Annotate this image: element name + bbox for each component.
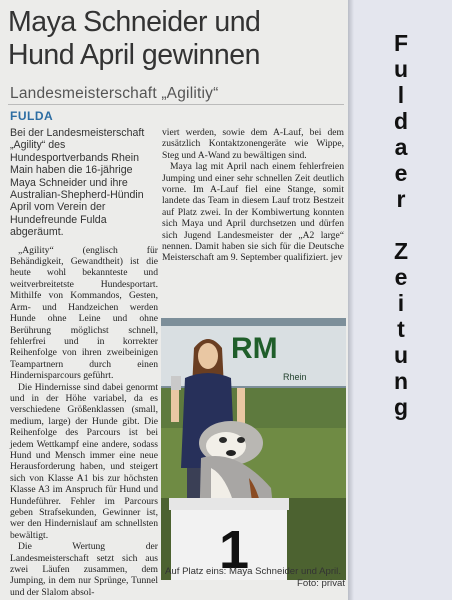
side-gap [384,212,418,238]
side-letter: l [397,82,405,108]
right-column [162,127,344,264]
divider [8,104,344,105]
intro-paragraph: Bei der Landesmeisterschaft „Agility“ des Hundesportverbands Rhein Main haben die 16-jährige Maya Schneider und ihre Australian-Shepherd-Hündin April vom Verein der Hundefreunde Fulda abgeräumt. [10,127,145,239]
caption-text: Auf Platz eins: Maya Schneider und April. [165,566,341,577]
headline [8,6,344,72]
side-letter: t [397,316,405,342]
subheadline: Landesmeisterschaft „Agilitiy“ [10,85,219,102]
side-letter: d [393,108,409,134]
headline-line-2: Hund April gewinnen [8,39,260,71]
left-column [10,127,158,598]
trophy [171,376,181,390]
podium-number: 1 [219,520,250,580]
body-paragraph-1: „Agility“ (englisch für Behändigkeit, Gewandtheit) ist die heute wohl bekannteste und weitverbreitetste Hundesportart. Mithilfe von Kommandos, Gesten, Arm- und Handzeichen werden Hunde ohne Leine und ohne Berührung möglichst schnell, fehlerfrei und in korrekter Reihenfolge von ihren zweibeinigen Teampartnern durch einen Hindernisparcours geführt. [10,244,158,382]
side-letter: g [393,394,409,420]
side-letter: r [396,186,406,212]
photo-caption [165,566,345,589]
side-letter: F [393,30,409,56]
photo-credit: Foto: privat [297,577,345,589]
headline-line-1: Maya Schneider und [8,6,261,38]
body-paragraph-2: Die Hindernisse sind dabei genormt und in der Höhe variabel, da es verschiedene Größenklassen (small, medium, large) der Hunde gibt. Die Reihenfolge des Parcours ist bei jedem Wettkampf eine andere, sodass Hund und Mensch immer eine neue Herausforderung haben, und steigert sich von Klasse A1 bis zur höchsten Klasse A3 im Anspruch für Hund und Hundeführer. Fehler im Parcours geben Strafsekunden, Gewinner ist, wer den Hindernislauf am schnellsten bewältigt. [10,381,158,541]
podium-top [169,498,289,510]
side-letter: Z [393,238,409,264]
clipping-edge [348,0,354,600]
side-letter: e [394,264,408,290]
side-letter: e [394,160,408,186]
banner-sub: Rhein [283,372,307,382]
right-paragraph-1: viert werden, sowie dem A-Lauf, bei dem zusätzlich Kontaktzonengeräte wie Wippe, Steg und A-Wand zu bewältigen sind. [162,127,344,161]
side-letter: u [393,56,409,82]
side-letter: u [393,342,409,368]
dateline: FULDA [10,109,54,123]
right-paragraph-2-text: Maya lag mit April nach einem fehlerfreien Jumping und einer sehr schnellen Zeit deutlich vorne. Im A-Lauf fiel eine Stange, somit landete das Team in diesem Lauf trotz Bestzeit auf Platz zwei. In der Kombiwertung konnten sich Maya und April durchsetzen und dürfen sich Jugend Landesmeister der „A2 large“ nennen. Damit haben sie sich für die Deutsche Meisterschaft am 9. September qualifiziert. [162,161,344,264]
side-letter: i [397,290,405,316]
author-initials: jev [330,252,343,264]
right-paragraph-2 [162,161,344,264]
body-paragraph-3: Die Wertung der Landesmeisterschaft setzt sich aus zwei Läufen zusammen, dem Jumping, in dem nur Sprünge, Tunnel und der Slalom absol- [10,541,158,598]
banner-text: RM [231,332,278,365]
article-photo [161,318,346,580]
side-letter: n [393,368,409,394]
side-letter: a [394,134,408,160]
photo-illustration [161,318,346,580]
side-label-fuldaer-zeitung [384,30,418,420]
